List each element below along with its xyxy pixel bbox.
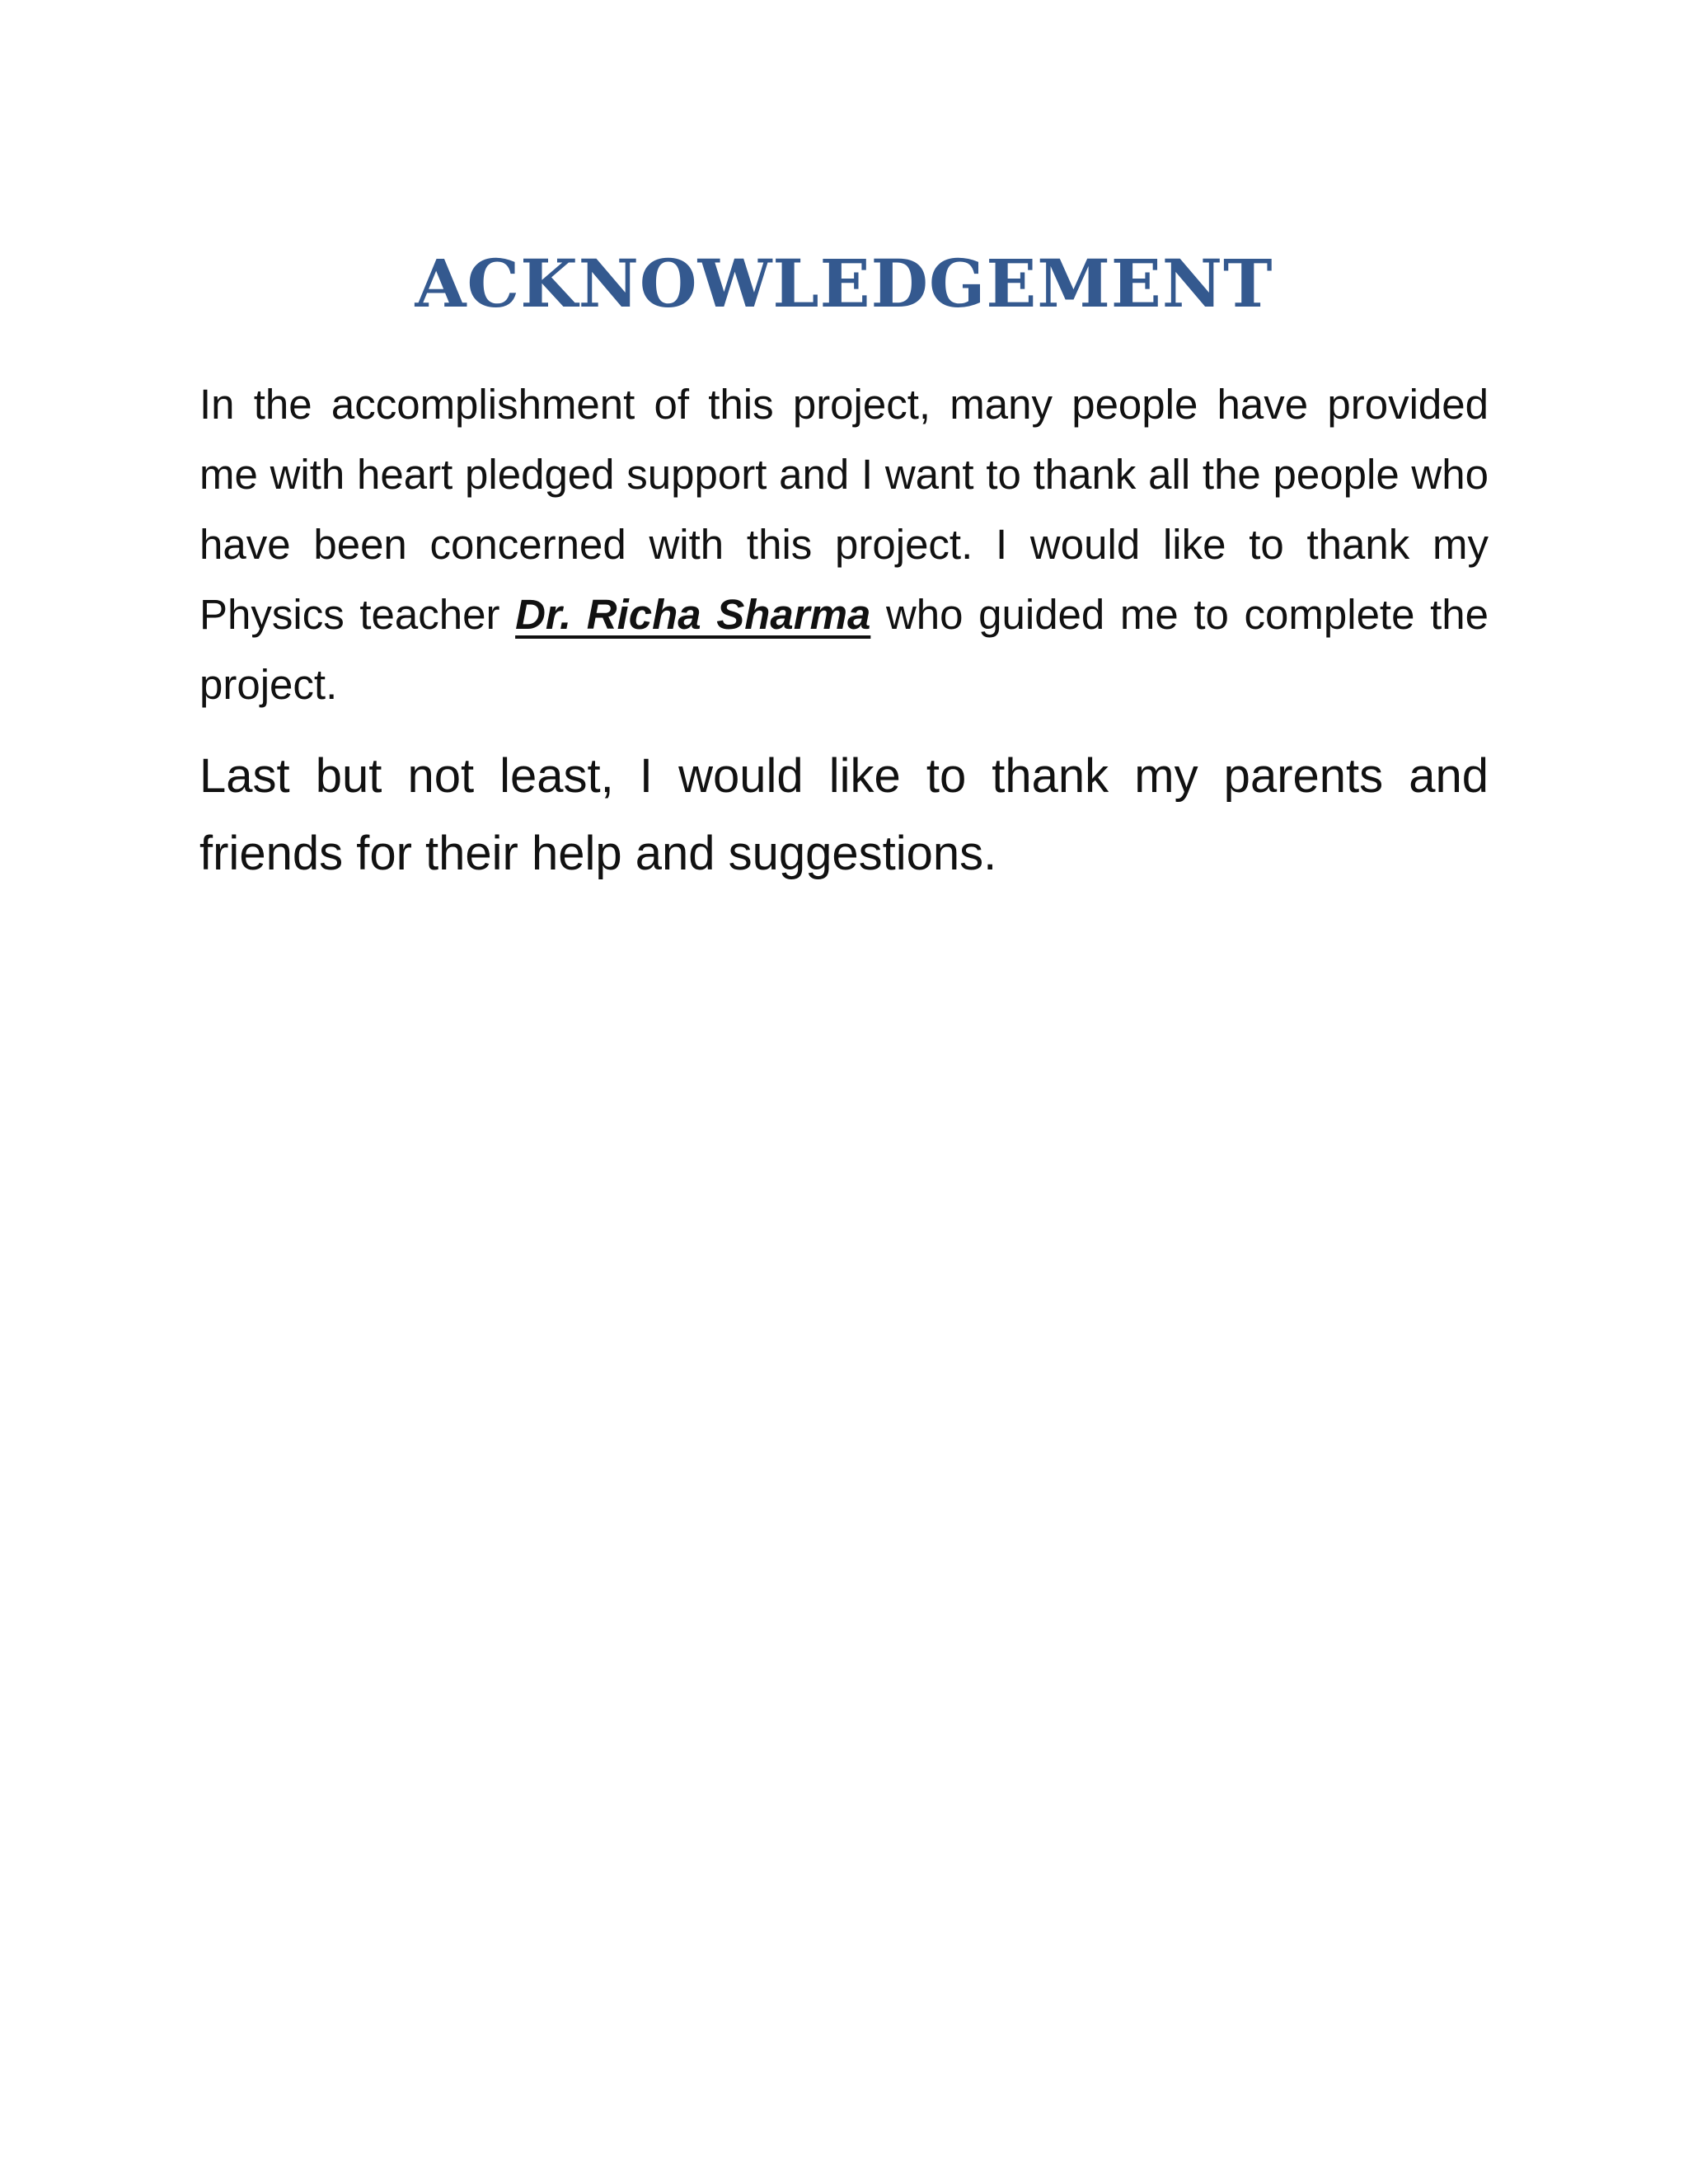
closing-paragraph: Last but not least, I would like to thank my parents and friends for their help and suggestions. bbox=[199, 749, 1489, 880]
teacher-name: Dr. Richa Sharma bbox=[515, 591, 871, 638]
paragraph-text-before-name: In the accomplishment of this project, many people have provided me with heart pledged support and I want to thank all the people who have been concerned with this project. I would like to thank my Physics teacher bbox=[199, 381, 1489, 638]
acknowledgement-paragraph bbox=[199, 369, 1489, 719]
paragraph-text-after-name: who guided me to complete the project. bbox=[199, 591, 1489, 708]
page-title: ACKNOWLEDGEMENT bbox=[415, 244, 1273, 322]
